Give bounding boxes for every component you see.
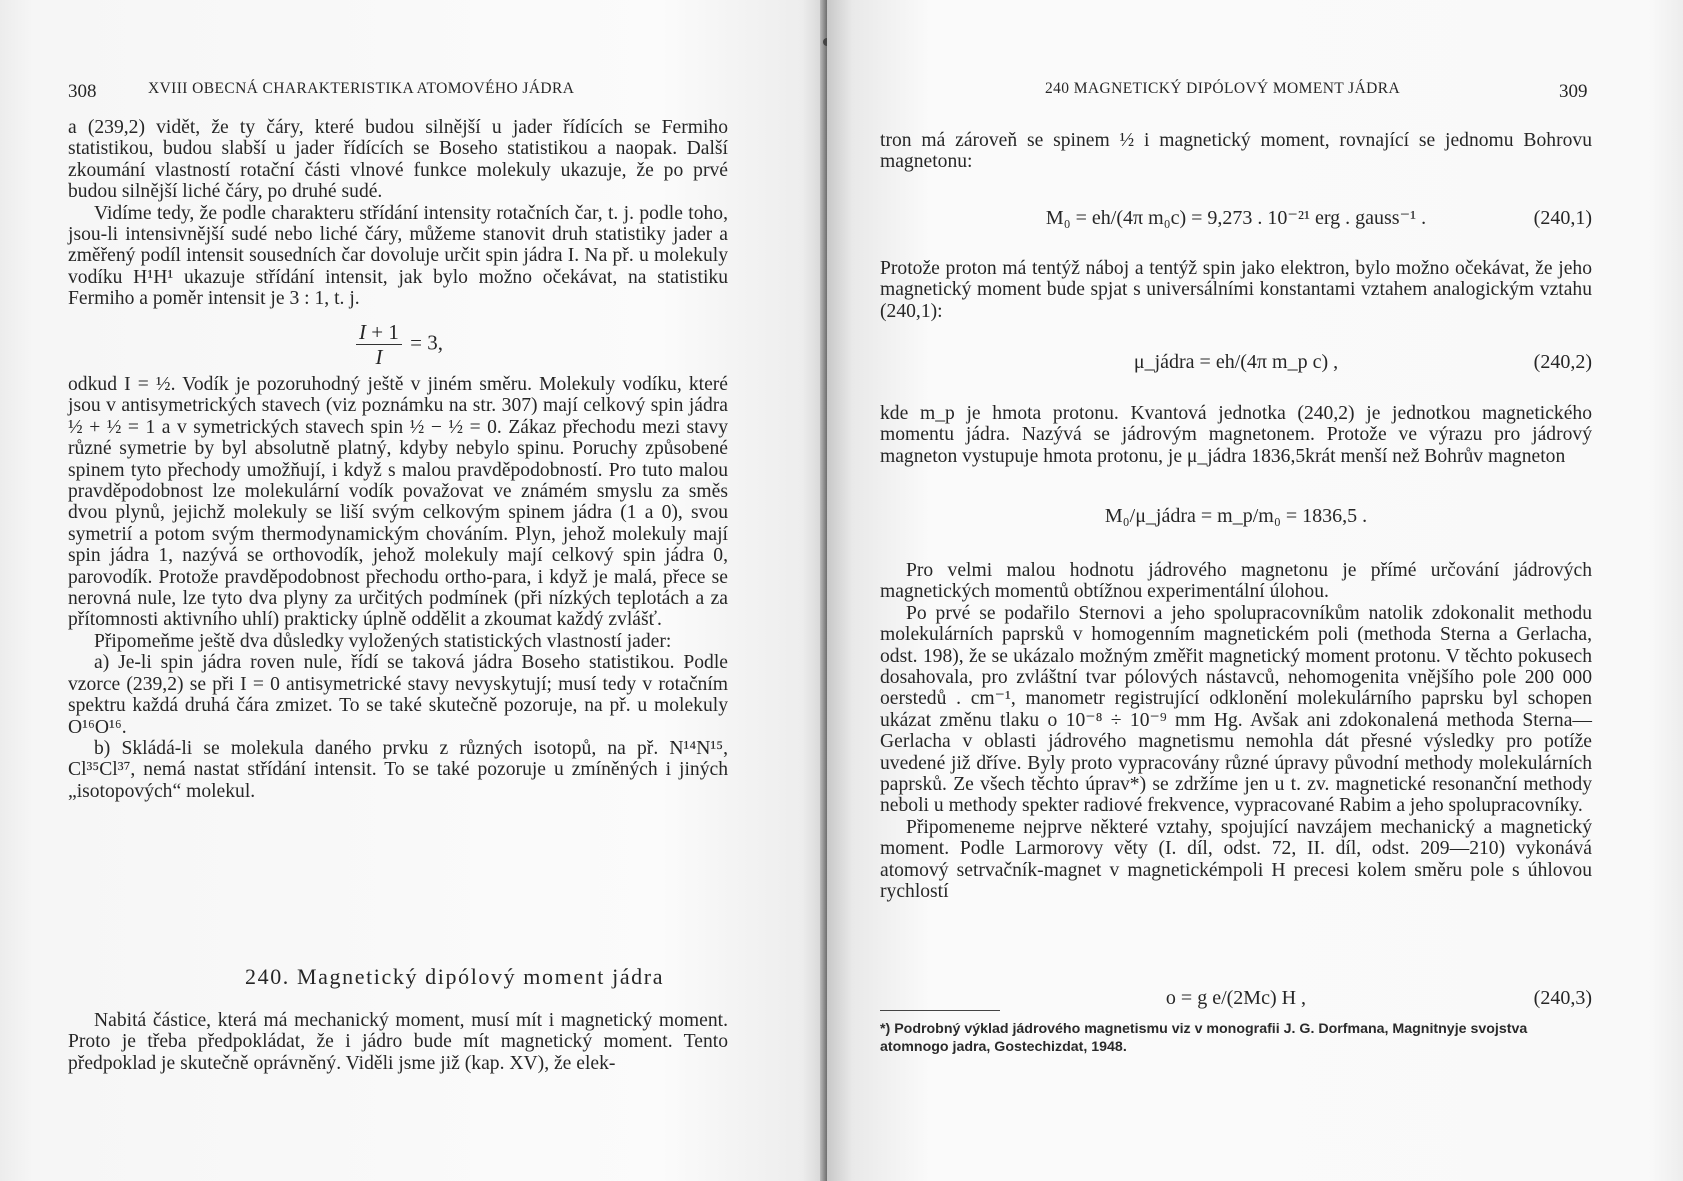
- equation-ratio: [880, 506, 1592, 527]
- left-paragraph-3: odkud I = ½. Vodík je pozoruhodný ještě v jiném směru. Molekuly vodíku, které jsou v antisymetrických stavech (viz poznámku na str. 307) mají celkový spin jádra ½ + ½ = 1 a v symetrických stavech spin ½ − ½ = 0. Zákaz přechodu mezi stavy různé symetrie by byl absolutně platný, kdyby nebylo spinu. Poruchy způsobené spinem tyto přechody umožňují, i když s malou pravděpodobností. Pro tuto malou pravděpodobnost lze molekulární vodík považovat ve známém smyslu za směs dvou plynů, jejichž molekuly se liší svým celkovým spinem jádra (1 a 0), svou symetrií a potom svým thermodynamickým chováním. Plyn, jehož molekuly mají spin jádra 1, nazývá se orthovodík, jehož molekuly mají celkový spin jádra 0, parovodík. Protože pravděpodobnost přechodu ortho-para, i když je malá, přece se nerovná nule, lze tyto dva plyny za určitých podmínek (při nízkých teplotách a za přítomnosti aktivního uhlí) prakticky úplně oddělit a zkoumat každý zvlášť.: [68, 374, 728, 631]
- left-paragraph-4: Připomeňme ještě dva důsledky vyložených statistických vlastností jader:: [94, 630, 672, 652]
- eq-240-2-body: μ_jádra = eh/(4π m_p c) ,: [1133, 351, 1339, 373]
- left-paragraph-7: Nabitá částice, která má mechanický moment, musí mít i magnetický moment. Proto je třeba předpokládat, že i jádro bude mít magnetický moment. Tento předpoklad je skutečně oprávněný. Viděli jsme již (kap. XV), že elek-: [68, 1010, 728, 1074]
- left-paragraph-2: Vidíme tedy, že podle charakteru střídání intensity rotačních čar, t. j. podle toho, jsou-li intensivnější sudé nebo liché čáry, můžeme stanovit druh statistiky jader a změřený podíl intensit sousedních čar dovoluje určit spin jádra I. Na př. u molekuly vodíku H¹H¹ ukazuje střídání intensit, jak bylo možno očekávat, na statistiku Fermiho a poměr intensit je 3 : 1, t. j.: [68, 202, 728, 310]
- right-paragraph-2: Protože proton má tentýž náboj a tentýž spin jako elektron, bylo možno očekávat, že jeho magnetický moment bude spjat s universálními konstantami vztahem analogickým vztahu (240,1):: [880, 258, 1592, 322]
- eq-240-3-number: (240,3): [1533, 987, 1592, 1009]
- left-paragraph-1: a (239,2) vidět, že ty čáry, které budou silnější u jader řídících se Fermiho statistikou, budou slabší u jader řídících se Boseho statistikou a naopak. Další zkoumání vlastností rotační části vlnové funkce molekuly ukazuje, že po prvé budou silnější liché čáry, po druhé sudé.: [68, 117, 728, 203]
- right-paragraph-6: Připomeneme nejprve některé vztahy, spojující navzájem mechanický a magnetický moment. Podle Larmorovy věty (I. díl, odst. 72, II. díl, odst. 209—210) vykonává atomový setrvačník-magnet v magnetickémpoli H precesi kolem směru pole s úhlovou rychlostí: [880, 816, 1592, 903]
- equation-240-1: [880, 208, 1592, 229]
- left-text-block-1: [68, 117, 728, 310]
- left-equation-1: $\frac{I + 1}{I}$ = 3,: [68, 320, 728, 369]
- right-paragraph-4: Pro velmi malou hodnotu jádrového magnetonu je přímé určování jádrových magnetických momentů obtížnou experimentální úlohou.: [880, 560, 1592, 603]
- right-text-block-3: [880, 403, 1592, 467]
- right-text-block-4: [880, 560, 1592, 903]
- eq-240-1-body: M₀ = eh/(4π m₀c) = 9,273 . 10⁻²¹ erg . gauss⁻¹ .: [1045, 207, 1427, 229]
- footnote: *) Podrobný výklad jádrového magnetismu viz v monografii J. G. Dorfmana, Magnitnyje svojstva atomnogo jadra, Gostechizdat, 1948.: [880, 1021, 1528, 1055]
- equation-240-2: [880, 352, 1592, 373]
- section-title: 240. Magnetický dipólový moment jádra: [245, 964, 665, 989]
- left-text-block-3: [68, 1010, 728, 1074]
- eq-240-1-number: (240,1): [1533, 207, 1592, 229]
- right-page-number: 309: [1559, 81, 1588, 102]
- left-running-header: XVIII OBECNÁ CHARAKTERISTIKA ATOMOVÉHO JÁDRA: [148, 80, 575, 97]
- left-page-number: 308: [68, 81, 97, 102]
- right-paragraph-5: Po prvé se podařilo Sternovi a jeho spolupracovníkům natolik zdokonalit methodu molekulárních paprsků v homogenním magnetickém poli (methoda Sterna a Gerlacha, odst. 198), že se ukázalo možným změřit magnetický moment protonu. V těchto pokusech dosahovala, pro zvláštní tvar pólových nástavců, nehomogenita vnějšího pole 200 000 oerstedů . cm⁻¹, manometr registrující odklonění molekulárního paprsku byl schopen ukázat změnu tlaku o 10⁻⁸ ÷ 10⁻⁹ mm Hg. Avšak ani zdokonalená methoda Sterna—Gerlacha v oblasti jádrového magnetismu nemohla dát přesné výsledky pro potíže uvedené již dříve. Byly proto vypracovány různé úpravy původní methody molekulárních paprsků. Ze všech těchto úprav*) se zdržíme jen u t. zv. magnetické resonanční methody neboli u methody spekter radiové frekvence, vypracované Rabim a jeho spolupracovníky.: [880, 602, 1592, 817]
- footnote-rule: [880, 1010, 1000, 1011]
- equation-240-3: [880, 988, 1592, 1009]
- left-paragraph-5: a) Je-li spin jádra roven nule, řídí se taková jádra Boseho statistikou. Podle vzorce (239,2) se při I = 0 antisymetrické stavy nevyskytují; musí tedy v rotačním spektru každá druhá čára zmizet. To se také skutečně pozoruje, na př. u molekuly O¹⁶O¹⁶.: [68, 652, 728, 738]
- right-text-block-1: [880, 130, 1592, 173]
- left-page: [0, 0, 827, 1181]
- right-paragraph-1: tron má zároveň se spinem ½ i magnetický moment, rovnající se jednomu Bohrovu magnetonu:: [880, 130, 1592, 173]
- left-paragraph-6: b) Skládá-li se molekula daného prvku z různých isotopů, na př. N¹⁴N¹⁵, Cl³⁵Cl³⁷, nemá nastat střídání intensit. To se také pozoruje u zmíněných i jiných „isotopových“ molekul.: [68, 737, 728, 802]
- eq-240-2-number: (240,2): [1533, 351, 1592, 373]
- eq-ratio-body: M₀/μ_jádra = m_p/m₀ = 1836,5 .: [1104, 505, 1368, 527]
- eq-240-3-body: o = g e/(2Mc) H ,: [1165, 987, 1307, 1009]
- right-paragraph-3: kde m_p je hmota protonu. Kvantová jednotka (240,2) je jednotkou magnetického momentu jádra. Nazývá se jádrovým magnetonem. Protože ve výrazu pro jádrový magneton vystupuje hmota protonu, je μ_jádra 1836,5krát menší než Bohrův magneton: [880, 403, 1592, 467]
- right-text-block-2: [880, 258, 1592, 322]
- left-text-block-2: [68, 374, 728, 802]
- right-running-header: 240 MAGNETICKÝ DIPÓLOVÝ MOMENT JÁDRA: [1045, 80, 1401, 97]
